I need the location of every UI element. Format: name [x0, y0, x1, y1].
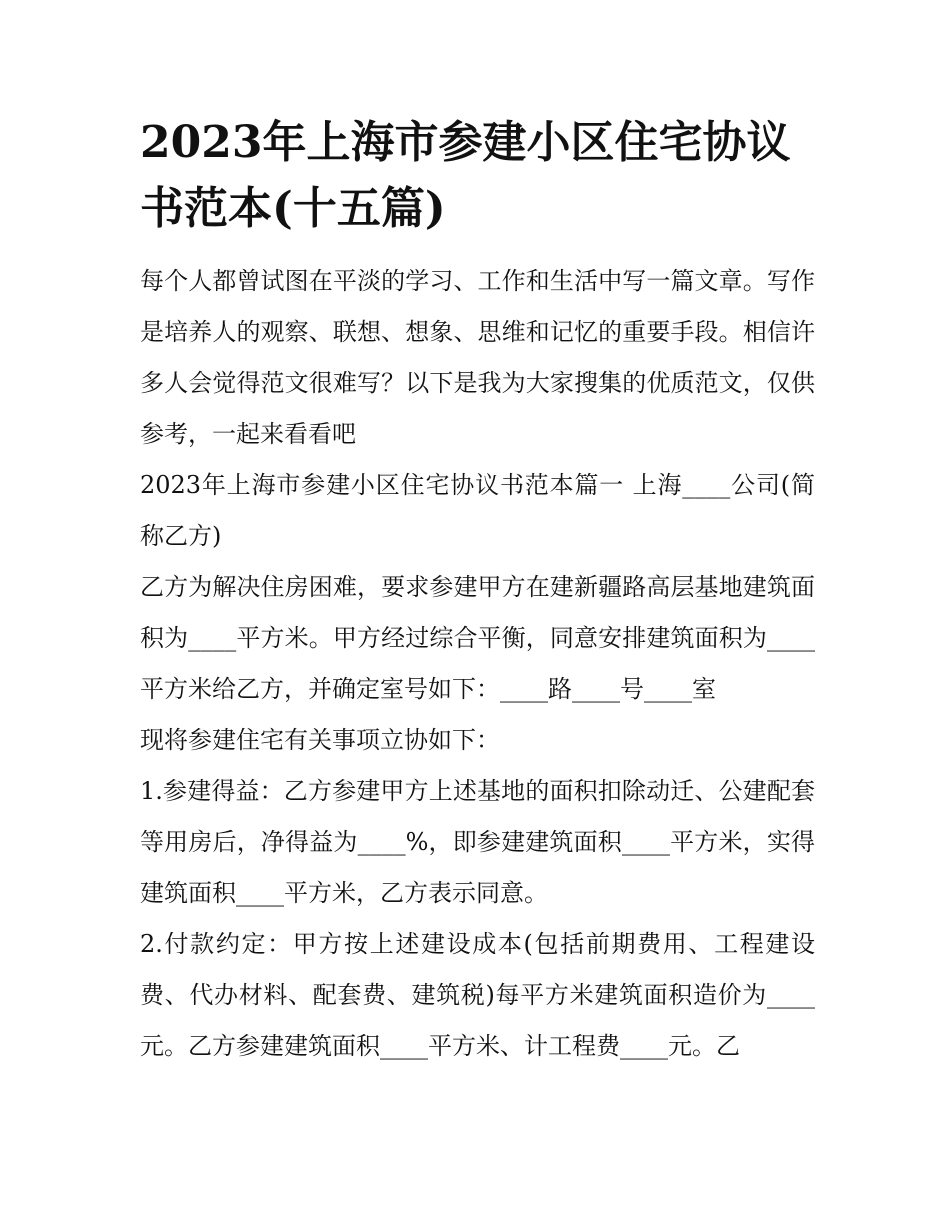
- paragraph-agreement-intro: 现将参建住宅有关事项立协如下：: [140, 726, 500, 754]
- document-title: 2023年上海市参建小区住宅协议书范本(十五篇): [140, 117, 791, 234]
- paragraph-clause-2: 2.付款约定：甲方按上述建设成本(包括前期费用、工程建设费、代办材料、配套费、建筑税)每平方米建筑面积造价为____元。乙方参建建筑面积____平方米、计工程费____元。乙: [140, 930, 815, 1060]
- paragraph-intro: 每个人都曾试图在平淡的学习、工作和生活中写一篇文章。写作是培养人的观察、联想、想象、思维和记忆的重要手段。相信许多人会觉得范文很难写？以下是我为大家搜集的优质范文，仅供参考，一起来看看吧: [140, 267, 815, 448]
- paragraph-housing-request: 乙方为解决住房困难，要求参建甲方在建新疆路高层基地建筑面积为____平方米。甲方经过综合平衡，同意安排建筑面积为____平方米给乙方，并确定室号如下：____路____号____室: [140, 573, 815, 703]
- paragraph-heading-part-one: 2023年上海市参建小区住宅协议书范本篇一 上海____公司(简称乙方): [140, 471, 815, 550]
- paragraph-clause-1: 1.参建得益：乙方参建甲方上述基地的面积扣除动迁、公建配套等用房后，净得益为____%，即参建建筑面积____平方米，实得建筑面积____平方米，乙方表示同意。: [140, 777, 815, 907]
